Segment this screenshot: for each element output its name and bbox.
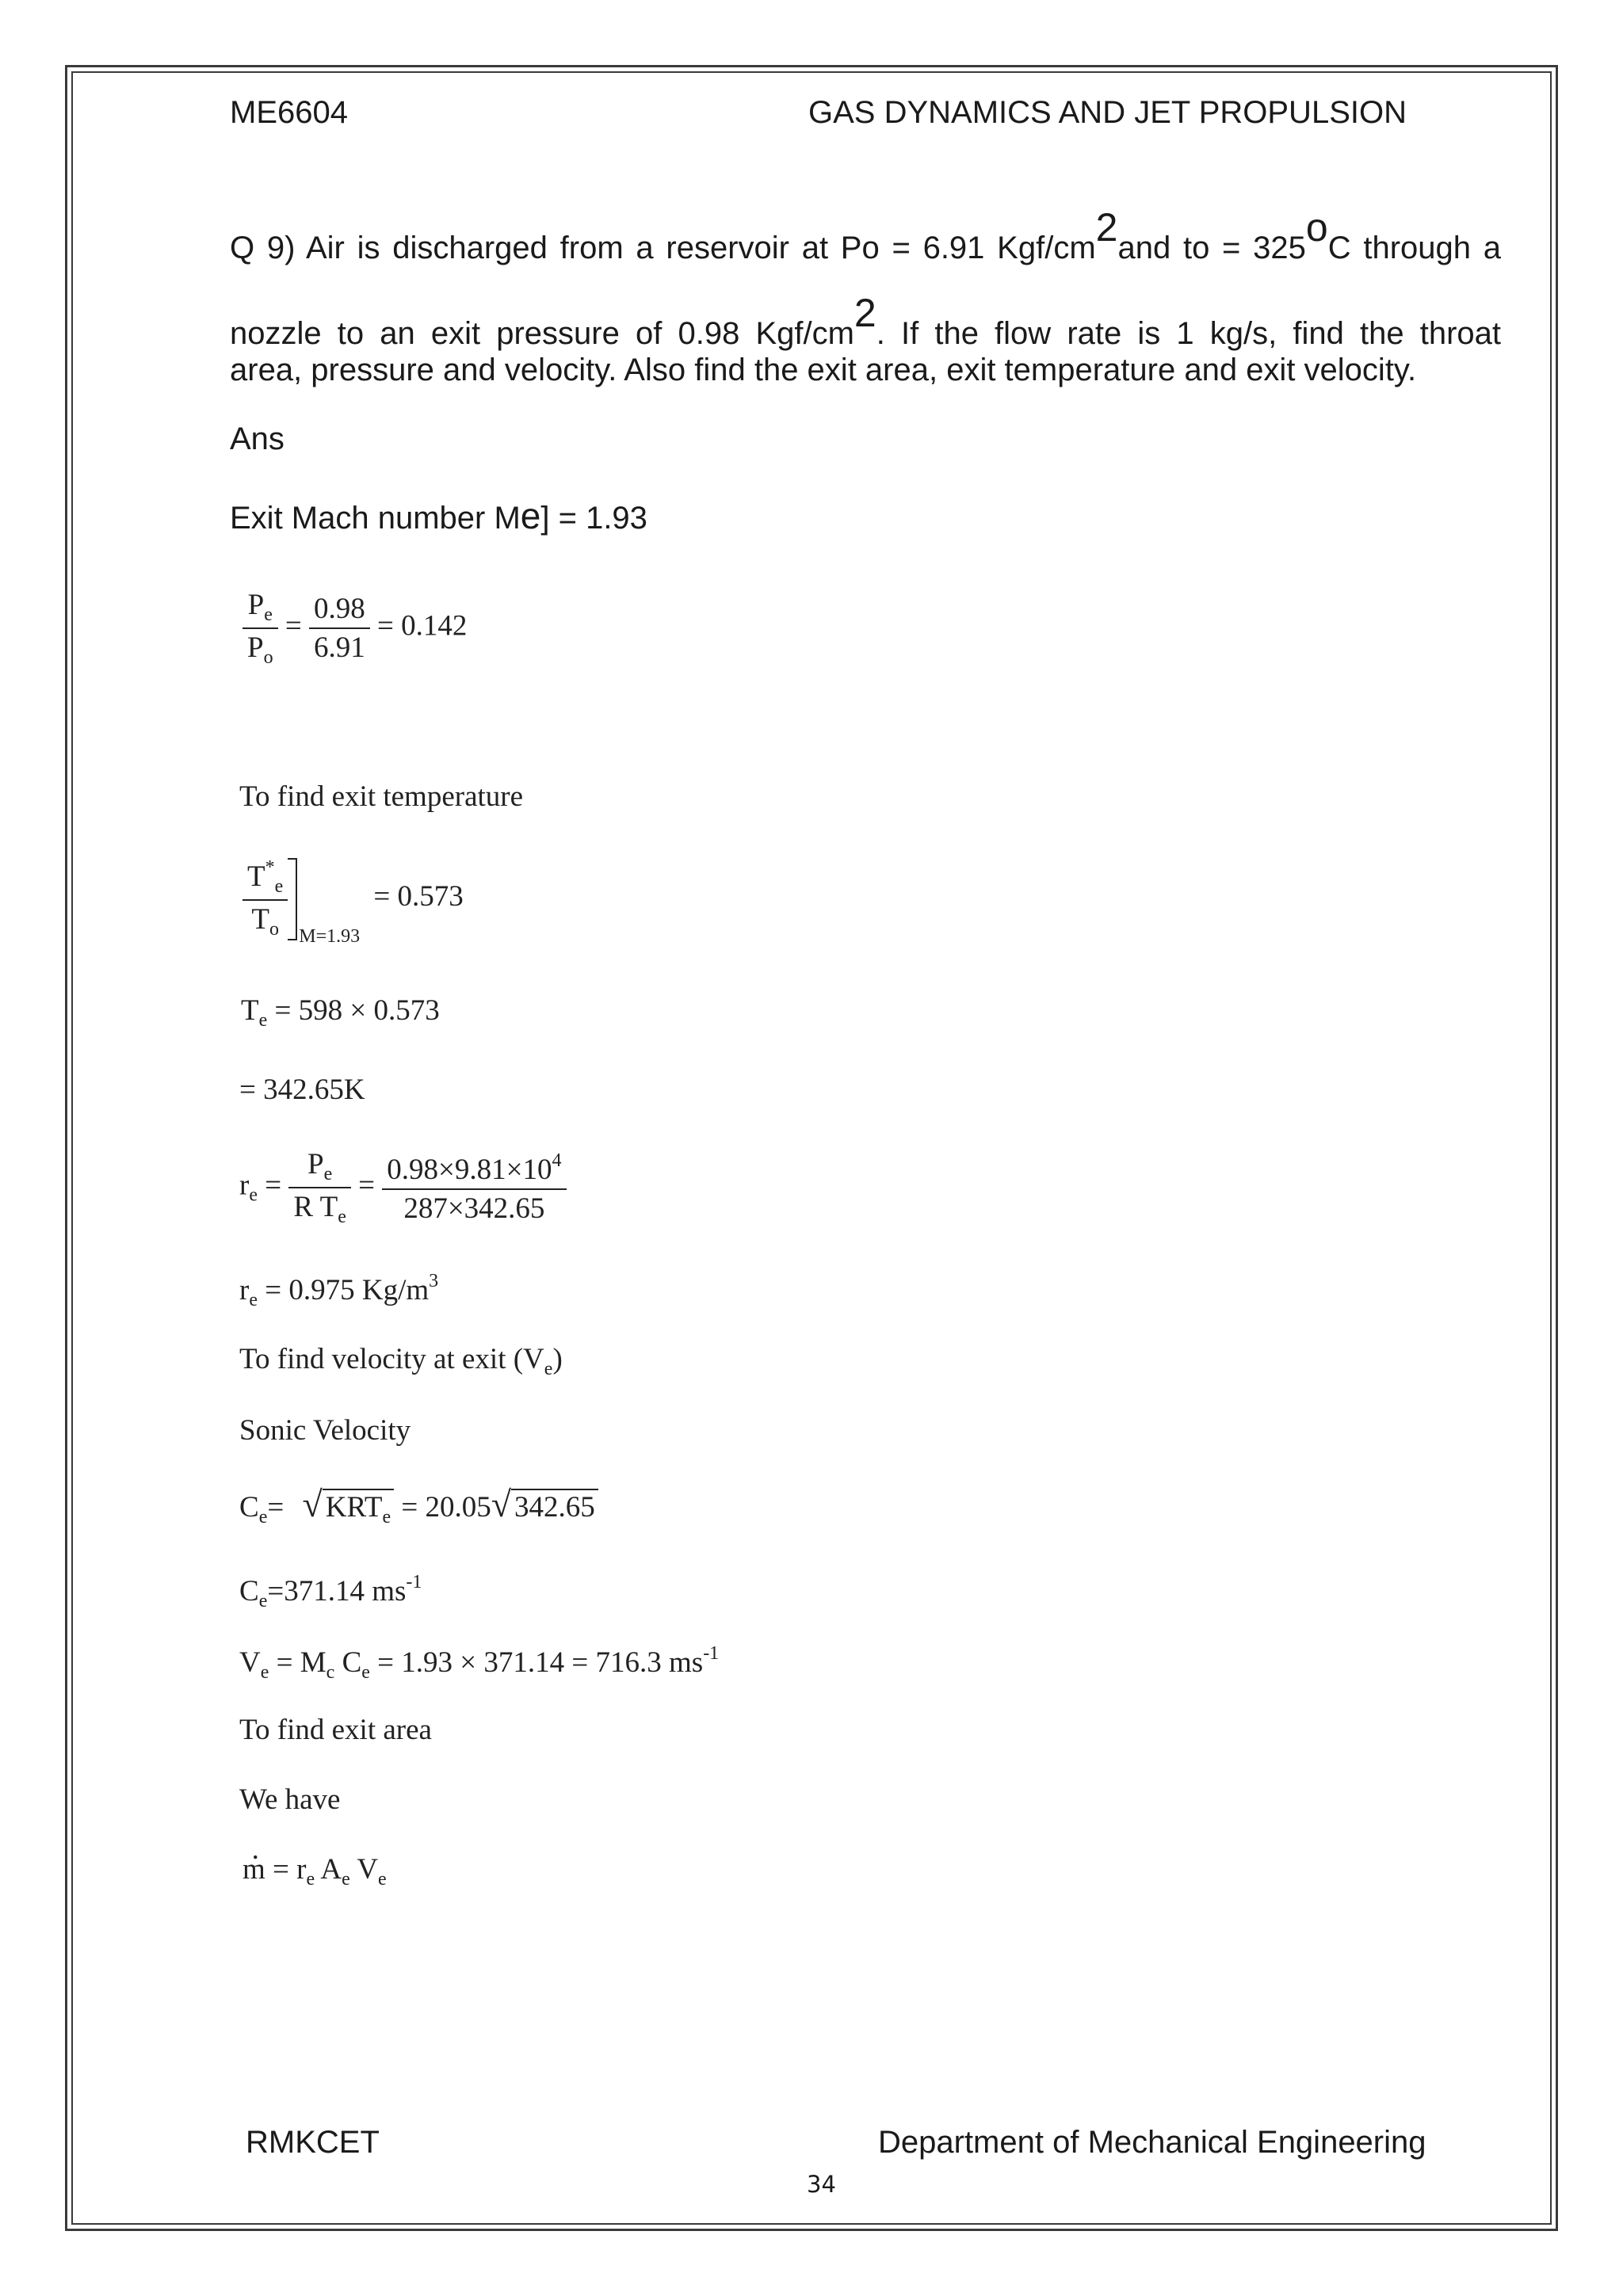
exit-density-result: $r_e = 0.975$ $Kg/m^3$ <box>239 1271 439 1310</box>
question-line-3: area, pressure and velocity. Also find the exit area, exit temperature and exit velocity. <box>230 353 1417 387</box>
equation-temperature-ratio: $\frac{T^*_e}{T_o}$ $_{M=1.93}$ = 0.573 <box>242 857 464 948</box>
exit-temperature-result: = 342.65K <box>239 1074 365 1106</box>
page-number: 34 <box>807 2171 836 2198</box>
footer-department: Department of Mechanical Engineering <box>878 2125 1426 2160</box>
heading-exit-velocity: To find velocity at exit $(V_e)$ <box>239 1343 563 1379</box>
equation-mass-flow: m . = $r_e$ $A_e$ $V_e$ <box>242 1852 387 1890</box>
header-course-code: ME6604 <box>230 95 348 130</box>
equation-exit-temperature: $T_e = 598 \times 0.573$ <box>241 994 440 1031</box>
sonic-velocity-result: $C_e=371.14$ $ms^{-1}$ <box>239 1572 422 1611</box>
heading-exit-temperature: To find exit temperature <box>239 780 524 813</box>
header-course-title: GAS DYNAMICS AND JET PROPULSION <box>808 95 1407 130</box>
question-line-1: Q 9) Air is discharged from a reservoir at Po = 6.91 Kgf/cm2and to = 325oC through a <box>230 205 1502 265</box>
footer-institution: RMKCET <box>246 2125 380 2160</box>
equation-sonic-velocity: $C_e=$ √ $KRT_e = 20.05√$ 342.65 <box>239 1483 598 1528</box>
question-line-2: nozzle to an exit pressure of 0.98 Kgf/cm2. If the flow rate is 1 kg/s, find the throat <box>230 291 1501 351</box>
equation-pressure-ratio: $\frac{P_e}{P_o}$ = $\frac{0.98}{6.91}$ = 0.142 <box>242 588 467 669</box>
heading-exit-area: To find exit area <box>239 1714 432 1746</box>
exit-mach-number: Exit Mach number Me] = 1.93 <box>230 495 647 536</box>
we-have-text: We have <box>239 1783 341 1816</box>
equation-exit-density: $r_e$ = $\frac{P_e}{R T_e}$ = $\frac{0.98\times 9.81\times 10^4}{287\times 342.65}$ <box>239 1147 567 1228</box>
answer-label: Ans <box>230 421 285 456</box>
heading-sonic-velocity: Sonic Velocity <box>239 1414 411 1447</box>
equation-exit-velocity: $V_e = M_c$ $C_e = 1.93 \times 371.14 = 716.3$ $ms^{-1}$ <box>239 1643 720 1683</box>
